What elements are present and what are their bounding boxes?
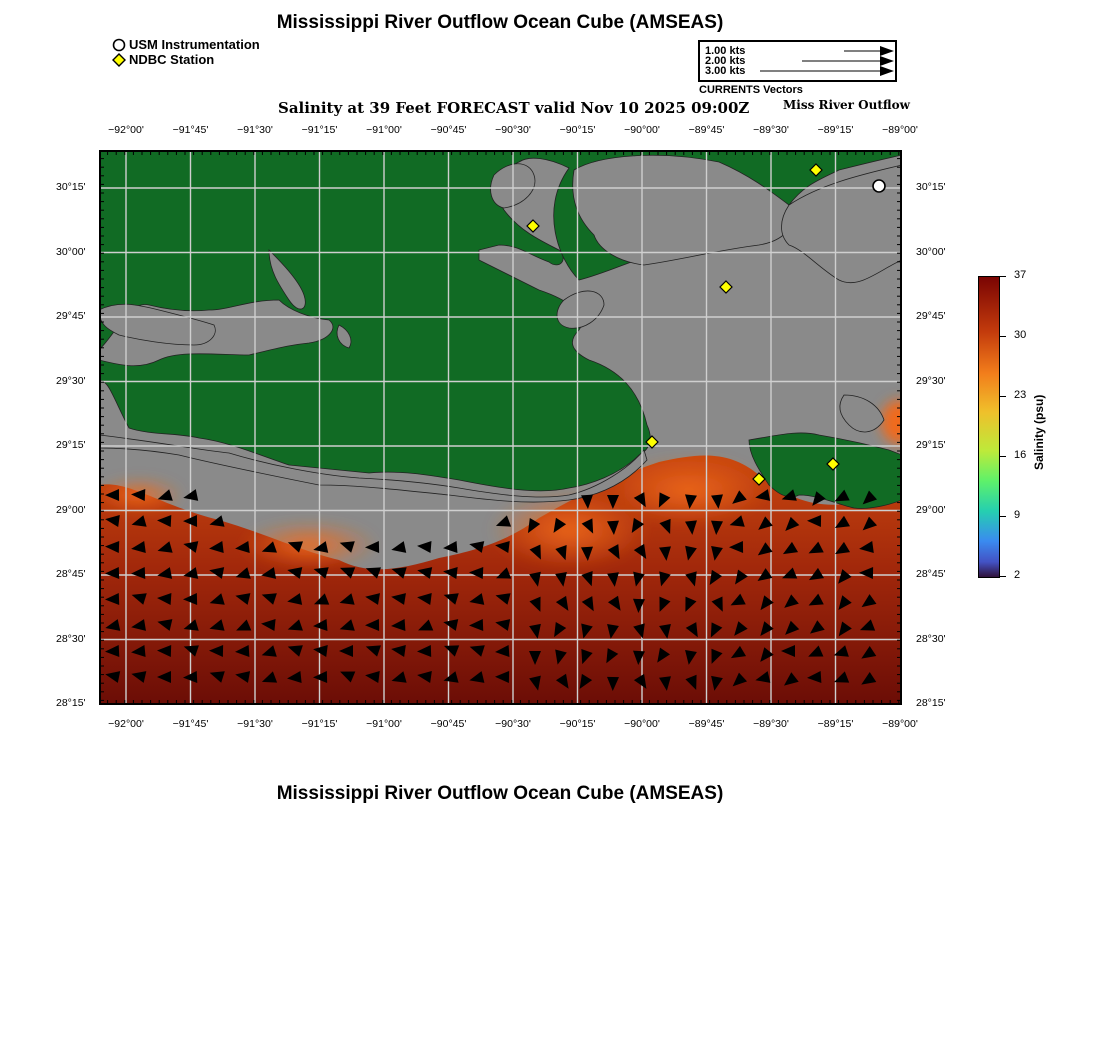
- lon-tick-label: −90°30': [495, 718, 531, 730]
- vector-legend-title: CURRENTS Vectors: [699, 84, 803, 96]
- lat-tick-label: 29°30': [916, 374, 946, 387]
- lon-tick-label: −90°00': [624, 718, 660, 730]
- lon-tick-label: −89°45': [688, 124, 725, 136]
- legend-ndbc-label: NDBC Station: [129, 52, 215, 67]
- vector-legend-row-2: 2.00 kts: [705, 55, 746, 67]
- lon-tick-label: −89°30': [753, 718, 789, 730]
- vector-legend-box: [698, 40, 897, 82]
- colorbar-tick-label: 23: [1014, 389, 1027, 401]
- lat-tick-label: 28°15': [916, 697, 946, 709]
- colorbar-tick-label: 16: [1014, 449, 1027, 461]
- colorbar-tick-mark: [1000, 456, 1006, 457]
- map-subtitle: Salinity at 39 Feet FORECAST valid Nov 10 2025 09:00Z: [278, 99, 750, 117]
- lon-tick-label: −90°15': [559, 718, 596, 730]
- colorbar-tick-mark: [1000, 276, 1006, 277]
- colorbar-scale: [978, 276, 1000, 578]
- colorbar-tick-label: 37: [1014, 269, 1027, 281]
- arrow-icon: [880, 46, 894, 56]
- lon-tick-label: −91°30': [237, 718, 273, 730]
- lat-tick-label: 29°45': [916, 310, 946, 322]
- lon-tick-label: −92°00': [108, 124, 144, 136]
- lon-tick-label: −90°45': [430, 124, 467, 136]
- footer-title: Mississippi River Outflow Ocean Cube (AMSEAS): [276, 783, 724, 804]
- arrow-icon: [880, 56, 894, 66]
- lat-tick-label: 30°15': [56, 181, 86, 193]
- lat-tick-label: 29°15': [916, 439, 946, 451]
- colorbar-tick-mark: [1000, 516, 1006, 517]
- lat-tick-label: 29°45': [56, 310, 86, 322]
- colorbar-tick-label: 30: [1014, 329, 1027, 341]
- lon-tick-label: −91°15': [301, 124, 338, 136]
- lat-tick-label: 28°30': [916, 632, 946, 645]
- usm-circle-icon: [112, 38, 126, 52]
- lon-tick-label: −89°00': [882, 124, 918, 136]
- colorbar-tick-label: 2: [1014, 569, 1021, 581]
- colorbar-tick-mark: [1000, 396, 1006, 397]
- page-title: Mississippi River Outflow Ocean Cube (AMSEAS): [276, 12, 724, 33]
- salinity-map: [99, 150, 902, 705]
- lon-tick-label: −90°45': [430, 718, 467, 730]
- lat-tick-label: 28°30': [56, 632, 86, 645]
- colorbar-tick-mark: [1000, 336, 1006, 337]
- colorbar-tick-mark: [1000, 576, 1006, 577]
- lon-tick-label: −91°15': [301, 718, 338, 730]
- lat-tick-label: 29°30': [56, 374, 86, 387]
- ndbc-diamond-icon: [112, 53, 126, 67]
- lon-tick-label: −90°30': [495, 124, 531, 136]
- lon-tick-label: −89°15': [817, 718, 854, 730]
- vector-legend-row-3: 3.00 kts: [705, 65, 746, 77]
- legend-usm: [112, 37, 260, 52]
- colorbar-title: Salinity (psu): [1032, 394, 1046, 470]
- lat-tick-label: 28°45': [916, 568, 946, 580]
- region-label: Miss River Outflow: [783, 98, 910, 112]
- lon-tick-label: −91°45': [172, 124, 209, 136]
- lon-tick-label: −91°00': [366, 124, 402, 136]
- lat-tick-label: 29°00': [56, 503, 86, 516]
- lon-tick-label: −91°00': [366, 718, 402, 730]
- colorbar-tick-label: 9: [1014, 509, 1021, 521]
- lat-tick-label: 30°15': [916, 181, 946, 193]
- lon-tick-label: −90°00': [624, 124, 660, 136]
- lat-tick-label: 29°00': [916, 503, 946, 516]
- lat-tick-label: 28°45': [56, 568, 86, 580]
- lat-tick-label: 29°15': [56, 439, 86, 451]
- lat-tick-label: 30°00': [56, 245, 86, 258]
- arrow-icon: [880, 66, 894, 76]
- lon-tick-label: −92°00': [108, 718, 144, 730]
- lon-tick-label: −91°30': [237, 124, 273, 136]
- lon-tick-label: −91°45': [172, 718, 209, 730]
- lon-tick-label: −89°30': [753, 124, 789, 136]
- legend-usm-label: USM Instrumentation: [129, 37, 260, 52]
- lon-tick-label: −89°45': [688, 718, 725, 730]
- lon-tick-label: −89°15': [817, 124, 854, 136]
- lon-tick-label: −89°00': [882, 718, 918, 730]
- legend-ndbc: [112, 52, 214, 67]
- vector-legend-arrows: [700, 42, 895, 80]
- lat-tick-label: 28°15': [56, 697, 86, 709]
- lat-tick-label: 30°00': [916, 245, 946, 258]
- lon-tick-label: −90°15': [559, 124, 596, 136]
- usm-instrument-marker: [873, 180, 885, 192]
- vector-legend-row-1: 1.00 kts: [705, 45, 746, 57]
